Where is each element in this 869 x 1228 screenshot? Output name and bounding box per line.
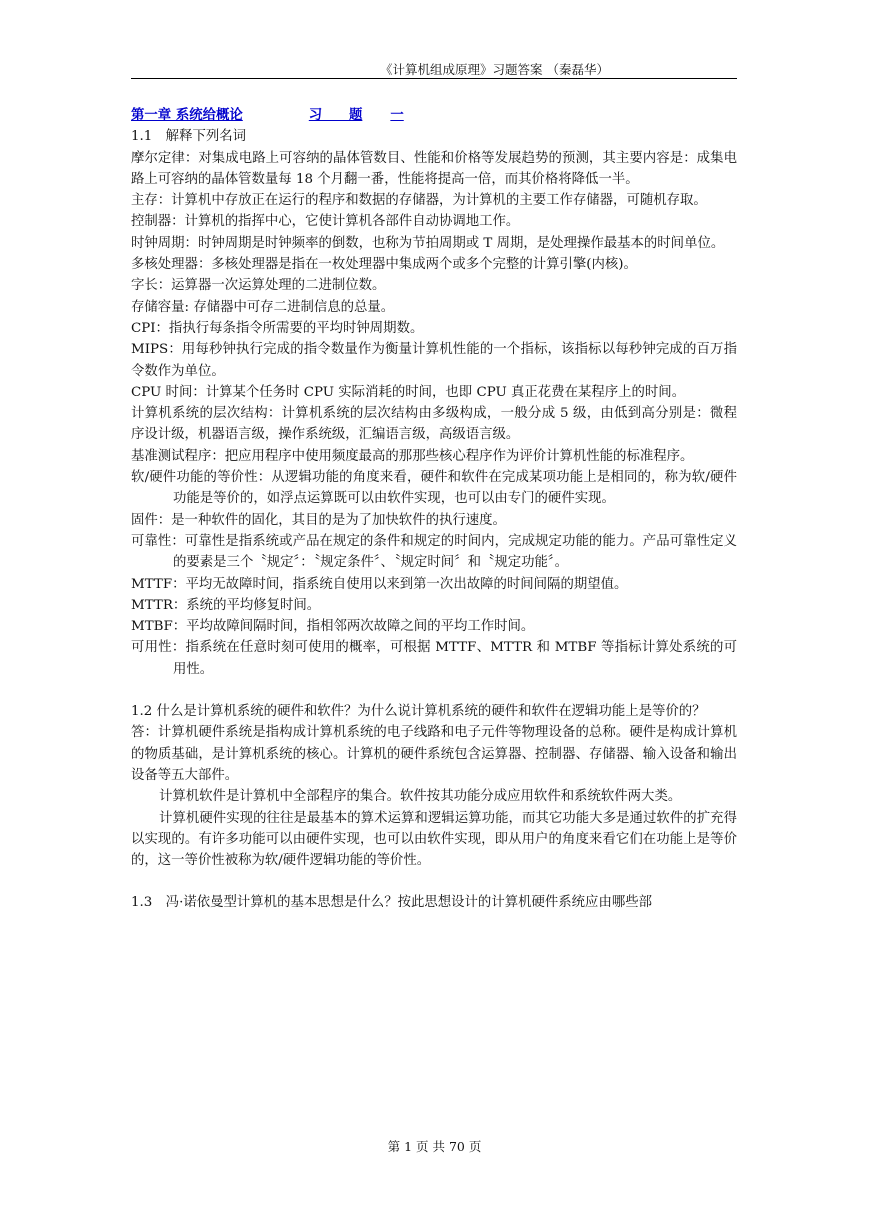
question-paragraph: 1.2 什么是计算机系统的硬件和软件？为什么说计算机系统的硬件和软件在逻辑功能上是等价的？ — [131, 704, 706, 720]
chapter-name: 第一章 系统给概论 — [131, 107, 243, 123]
section-title: 1.1 解释下列名词 — [131, 129, 247, 145]
term-paragraph: 控制器：计算机的指挥中心，它使计算机各部件自动协调地工作。 — [131, 214, 520, 230]
answer-paragraph: 答：计算机硬件系统是指构成计算机系统的电子线路和电子元件等物理设备的总称。硬件是构成计算机的物质基础，是计算机系统的核心。计算机的硬件系统包含运算器、控制器、存储器、输入设备和输出设备等五大部件。 — [131, 725, 737, 783]
term-paragraph: CPI：指执行每条指令所需要的平均时钟周期数。 — [131, 320, 424, 336]
chapter-number: 一 — [390, 107, 404, 123]
chapter-title — [131, 105, 737, 126]
term-paragraph: 多核处理器：多核处理器是指在一枚处理器中集成两个或多个完整的计算引擎(内核)。 — [131, 257, 637, 273]
term-paragraph: 软/硬件功能的等价性：从逻辑功能的角度来看，硬件和软件在完成某项功能上是相同的，称为软/硬件功能是等价的，如浮点运算既可以由软件实现，也可以由专门的硬件实现。 — [131, 470, 737, 507]
term-paragraph: 时钟周期：时钟周期是时钟频率的倒数，也称为节拍周期或 T 周期，是处理操作最基本的时间单位。 — [131, 235, 725, 251]
term-paragraph: 基准测试程序：把应用程序中使用频度最高的那那些核心程序作为评价计算机性能的标准程序。 — [131, 448, 694, 464]
term-paragraph: CPU 时间：计算某个任务时 CPU 实际消耗的时间，也即 CPU 真正花费在某程序上的时间。 — [131, 384, 686, 400]
term-paragraph: MTBF：平均故障间隔时间，指相邻两次故障之间的平均工作时间。 — [131, 619, 535, 635]
answer-paragraph: 计算机软件是计算机中全部程序的集合。软件按其功能分成应用软件和系统软件两大类。 — [159, 789, 682, 805]
term-paragraph: 字长：运算器一次运算处理的二进制位数。 — [131, 278, 386, 294]
term-paragraph: 主存：计算机中存放正在运行的程序和数据的存储器，为计算机的主要工作存储器，可随机存取。 — [131, 193, 707, 209]
document-body — [131, 105, 737, 914]
term-paragraph: 固件：是一种软件的固化，其目的是为了加快软件的执行速度。 — [131, 512, 506, 528]
term-paragraph: 计算机系统的层次结构：计算机系统的层次结构由多级构成，一般分成 5 级，由低到高分别是：微程序设计级，机器语言级，操作系统级，汇编语言级，高级语言级。 — [131, 406, 737, 443]
term-paragraph: 可靠性：可靠性是指系统或产品在规定的条件和规定的时间内，完成规定功能的能力。产品可靠性定义的要素是三个〝规定〞：〝规定条件〞、〝规定时间〞和〝规定功能〞。 — [131, 533, 737, 571]
term-paragraph: MTTR：系统的平均修复时间。 — [131, 597, 321, 613]
term-paragraph: 可用性：指系统在任意时刻可使用的概率，可根据 MTTF、MTTR 和 MTBF 等指标计算处系统的可用性。 — [131, 640, 737, 677]
page-footer: 第 1 页 共 70 页 — [387, 1139, 482, 1154]
page-header — [131, 64, 737, 79]
term-paragraph: 摩尔定律：对集成电路上可容纳的晶体管数目、性能和价格等发展趋势的预测，其主要内容是：成集电路上可容纳的晶体管数量每 18 个月翻一番，性能将提高一倍，而其价格将降低一半。 — [131, 150, 737, 187]
term-paragraph: 存储容量: 存储器中可存二进制信息的总量。 — [131, 299, 395, 315]
header-title: 《计算机组成原理》习题答案 （秦磊华） — [380, 62, 609, 77]
chapter-exercise: 习 题 — [308, 107, 363, 123]
term-paragraph: MIPS：用每秒钟执行完成的指令数量作为衡量计算机性能的一个指标，该指标以每秒钟完成的百万指令数作为单位。 — [131, 342, 737, 379]
answer-paragraph: 计算机硬件实现的往往是最基本的算术运算和逻辑运算功能，而其它功能大多是通过软件的扩充得以实现的。有许多功能可以由硬件实现，也可以由软件实现，即从用户的角度来看它们在功能上是等价的，这一等价性被称为软/硬件逻辑功能的等价性。 — [131, 810, 737, 869]
question-paragraph: 1.3 冯·诺依曼型计算机的基本思想是什么？按此思想设计的计算机硬件系统应由哪些部 — [131, 895, 653, 911]
term-paragraph: MTTF：平均无故障时间，指系统自使用以来到第一次出故障的时间间隔的期望值。 — [131, 576, 628, 592]
